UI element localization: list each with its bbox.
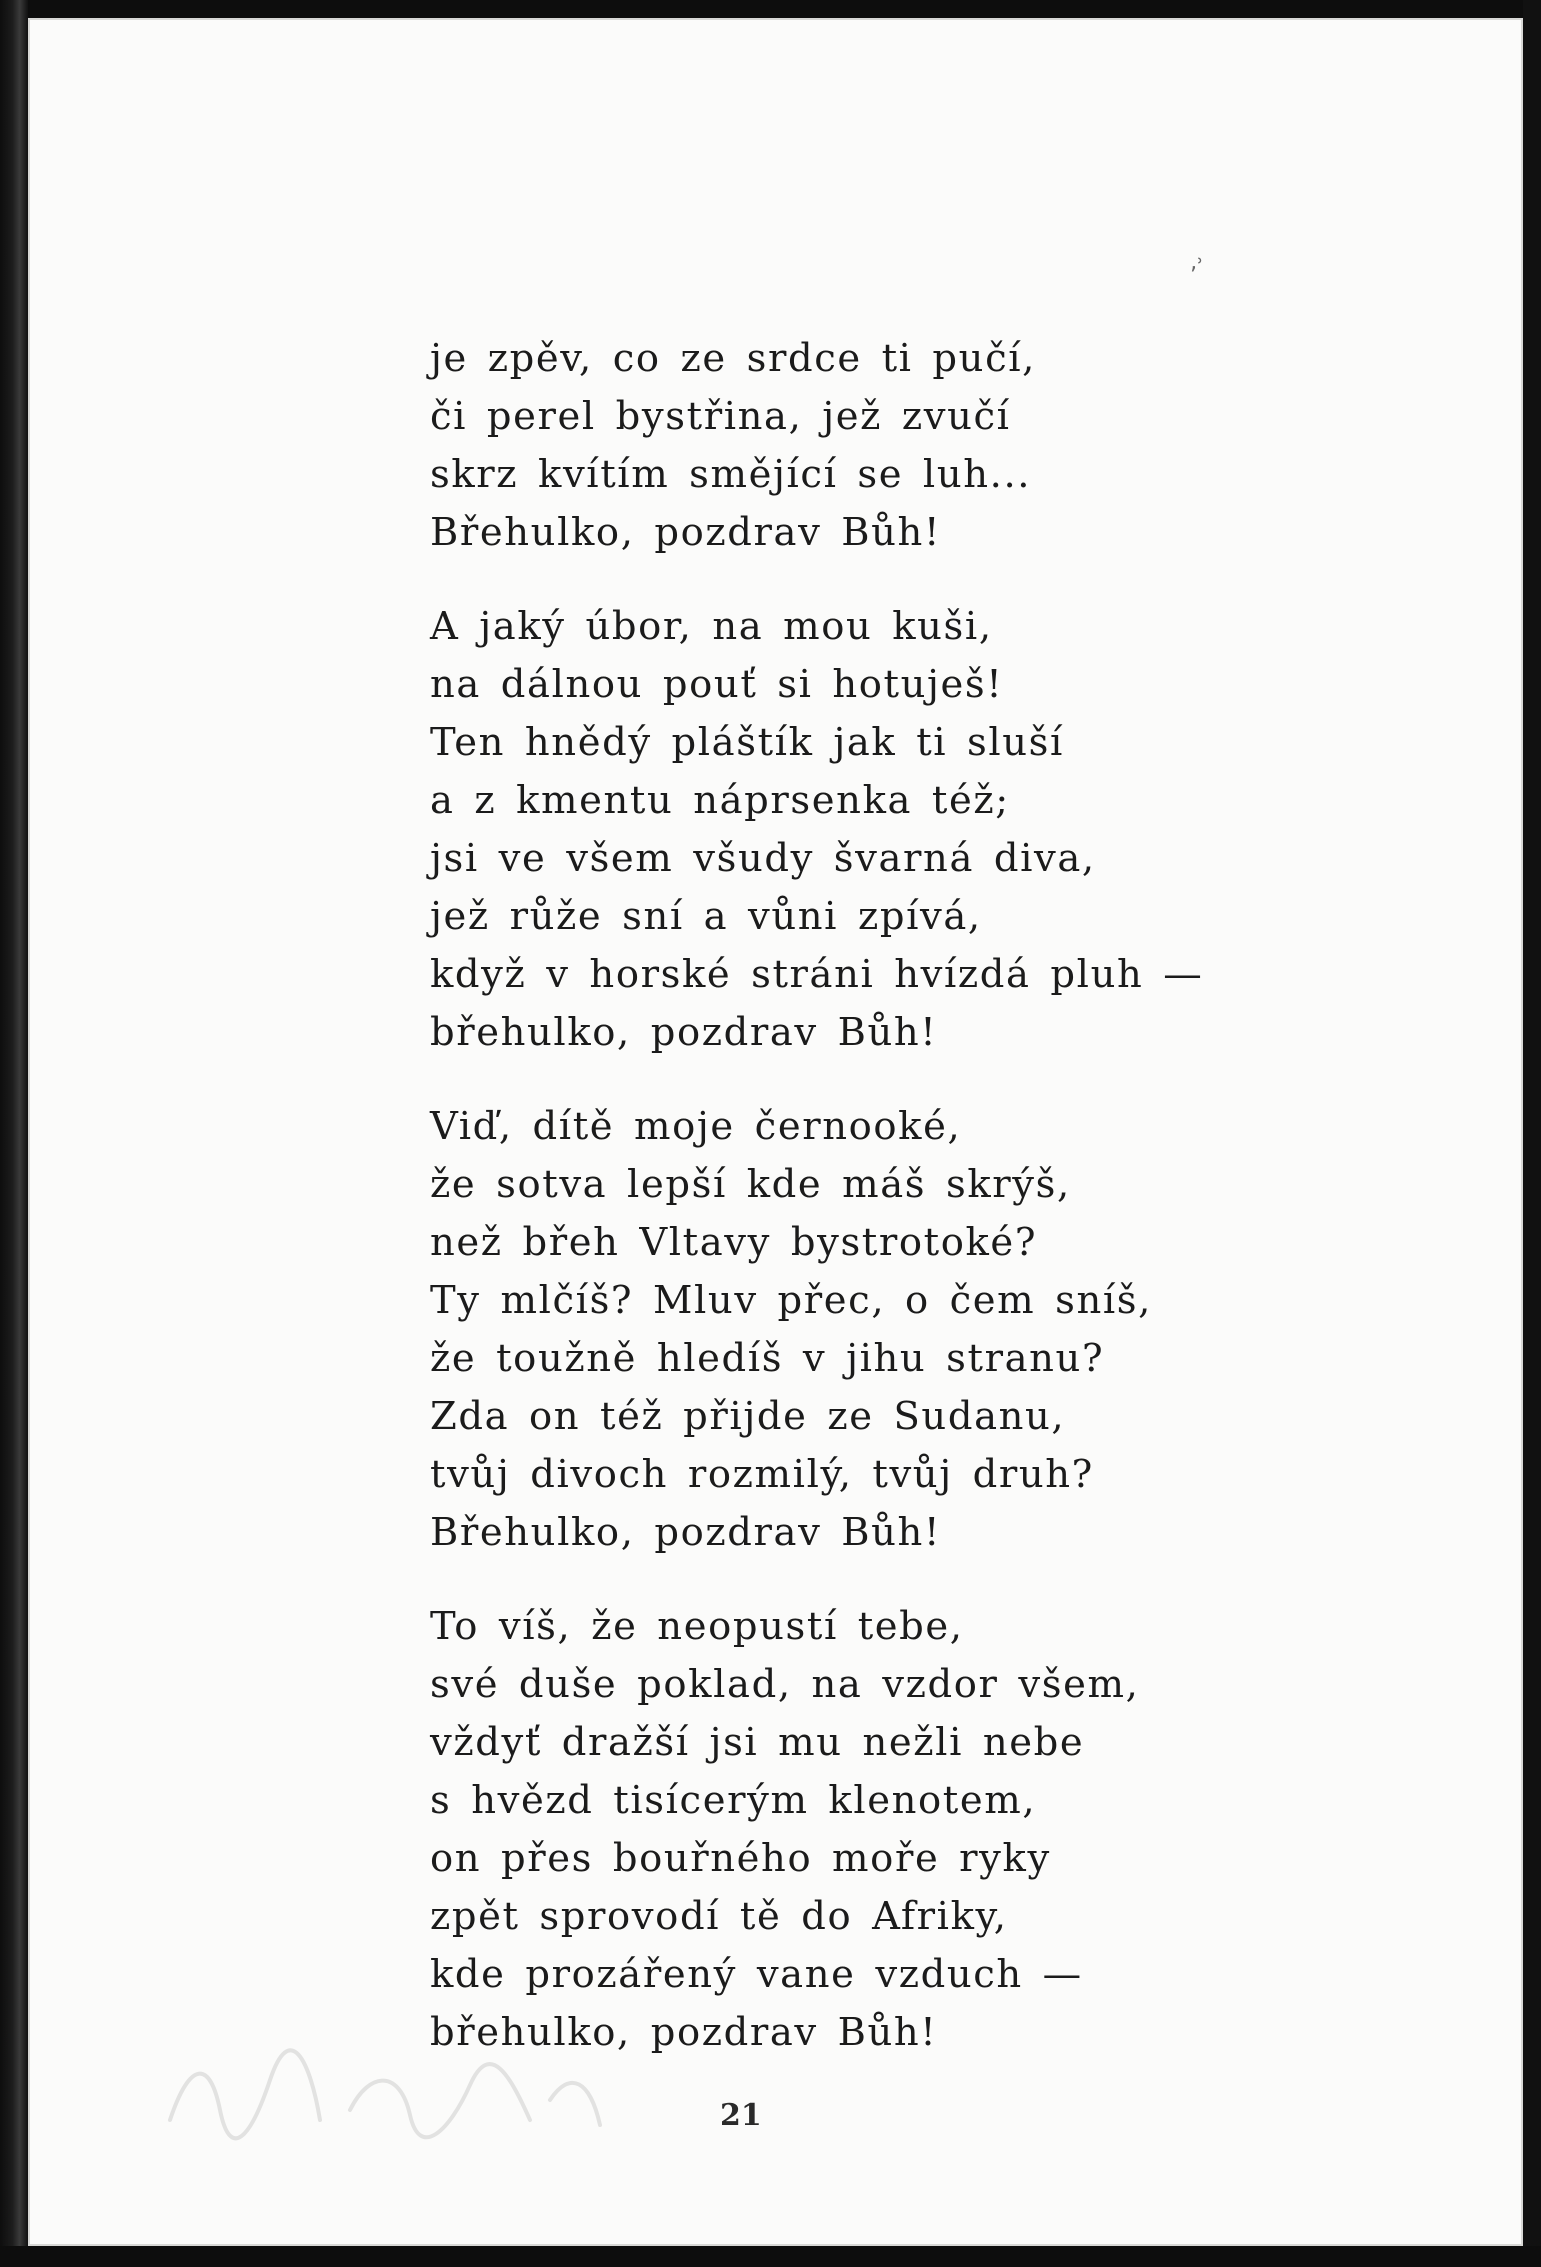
poem-line: A jaký úbor, na mou kuši, (430, 604, 993, 649)
poem-line: jež růže sní a vůni zpívá, (430, 894, 982, 939)
poem-line: že toužně hledíš v jihu stranu? (430, 1336, 1105, 1381)
poem-line: vždyť dražší jsi mu nežli nebe (430, 1720, 1085, 1765)
poem-line: Břehulko, pozdrav Bůh! (430, 510, 942, 555)
poem-line: Viď, dítě moje černooké, (430, 1104, 962, 1149)
poem-line: své duše poklad, na vzdor všem, (430, 1662, 1140, 1707)
margin-mark: ‚˒ (1190, 250, 1204, 275)
scan-bottom-border (0, 2246, 1541, 2267)
book-spine-edge (0, 0, 28, 2267)
stanza-2 (430, 598, 1330, 1062)
poem-line: než břeh Vltavy bystrotoké? (430, 1220, 1038, 1265)
poem-line: je zpěv, co ze srdce ti pučí, (430, 336, 1036, 381)
stanza-3 (430, 1098, 1330, 1562)
poem-line: že sotva lepší kde máš skrýš, (430, 1162, 1071, 1207)
poem-line: tvůj divoch rozmilý, tvůj druh? (430, 1452, 1094, 1497)
poem-line: a z kmentu náprsenka též; (430, 778, 1010, 823)
poem-line: skrz kvítím smějící se luh... (430, 452, 1032, 497)
poem-line: Zda on též přijde ze Sudanu, (430, 1394, 1066, 1439)
poem-line: s hvězd tisícerým klenotem, (430, 1778, 1037, 1823)
stanza-1 (430, 330, 1330, 562)
poem-line: když v horské stráni hvízdá pluh — (430, 952, 1204, 997)
scan-top-border (0, 0, 1541, 18)
poem-line: jsi ve všem všudy švarná diva, (430, 836, 1096, 881)
page-number: 21 (720, 2098, 762, 2133)
poem-line: To víš, že neopustí tebe, (430, 1604, 964, 1649)
stanza-4 (430, 1598, 1330, 2062)
faint-show-through-handwriting (150, 2040, 610, 2150)
poem-line: břehulko, pozdrav Bůh! (430, 2010, 938, 2055)
scan-right-border (1523, 0, 1541, 2267)
poem-line: on přes bouřného moře ryky (430, 1836, 1051, 1881)
poem-line: na dálnou pouť si hotuješ! (430, 662, 1004, 707)
poem-line: zpět sprovodí tě do Afriky, (430, 1894, 1008, 1939)
poem-line: kde prozářený vane vzduch — (430, 1952, 1083, 1997)
poem-line: břehulko, pozdrav Bůh! (430, 1010, 938, 1055)
poem-line: Ty mlčíš? Mluv přec, o čem sníš, (430, 1278, 1152, 1323)
poem-line: Břehulko, pozdrav Bůh! (430, 1510, 942, 1555)
poem-line: Ten hnědý pláštík jak ti sluší (430, 720, 1064, 765)
poem-line: či perel bystřina, jež zvučí (430, 394, 1011, 439)
poem-text (430, 330, 1330, 2098)
